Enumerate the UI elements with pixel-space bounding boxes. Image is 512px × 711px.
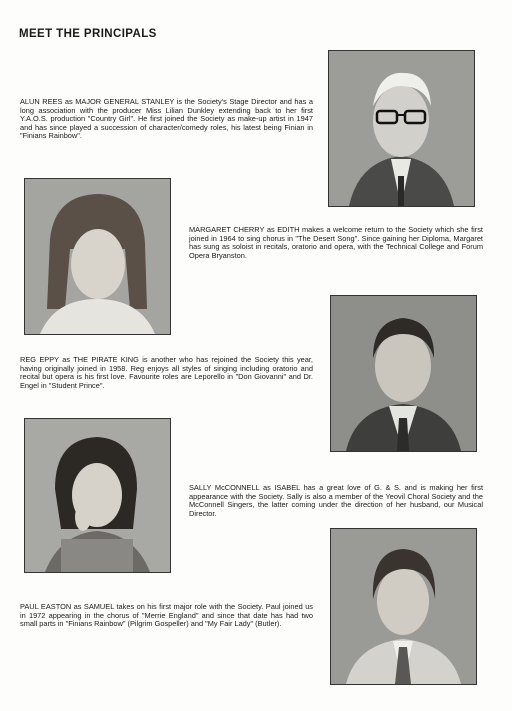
portrait-margaret-cherry xyxy=(24,178,171,335)
portrait-sally-mcconnell xyxy=(24,418,171,573)
bio-reg-eppy: REG EPPY as THE PIRATE KING is another who has rejoined the Society this year, having originally joined in 1958. Reg enjoys all styles of singing including oratorio and recital but opera is his first love. Favourite roles are Leporello in "Don Giovanni" and Dr. Engel in "Student Prince". xyxy=(20,355,313,390)
portrait-alun-rees xyxy=(328,50,475,207)
bio-sally-mcconnell: SALLY McCONNELL as ISABEL has a great love of G. & S. and is making her first appearance with the Society. Sally is also a member of the Yeovil Choral Society and the McConnell Singers, the latter coming under the direction of her husband, our Musical Director. xyxy=(189,483,483,518)
page-heading: MEET THE PRINCIPALS xyxy=(19,28,157,40)
portrait-reg-eppy xyxy=(330,295,477,452)
bio-paul-easton: PAUL EASTON as SAMUEL takes on his first major role with the Society. Paul joined us in 1972 appearing in the chorus of "Merrie England" and since that date has had two small parts in "Finians Rainbow" (Pilgrim Gospeller) and "My Fair Lady" (Butler). xyxy=(20,602,313,629)
bio-alun-rees: ALUN REES as MAJOR GENERAL STANLEY is the Society's Stage Director and has a long association with the producer Miss Lilian Dunkley extending back to her first Y.A.O.S. production "Country Girl". He first joined the Society as make-up artist in 1947 and has since played a succession of character/comedy roles, his latest being Finian in "Finians Rainbow". xyxy=(20,97,313,141)
bio-margaret-cherry: MARGARET CHERRY as EDITH makes a welcome return to the Society which she first joined in 1964 to sing chorus in "The Desert Song". Since gaining her Diploma, Margaret has sung as soloist in recitals, oratorio and opera, with the Technical College and Forum Opera Bryanston. xyxy=(189,225,483,260)
portrait-paul-easton xyxy=(330,528,477,685)
